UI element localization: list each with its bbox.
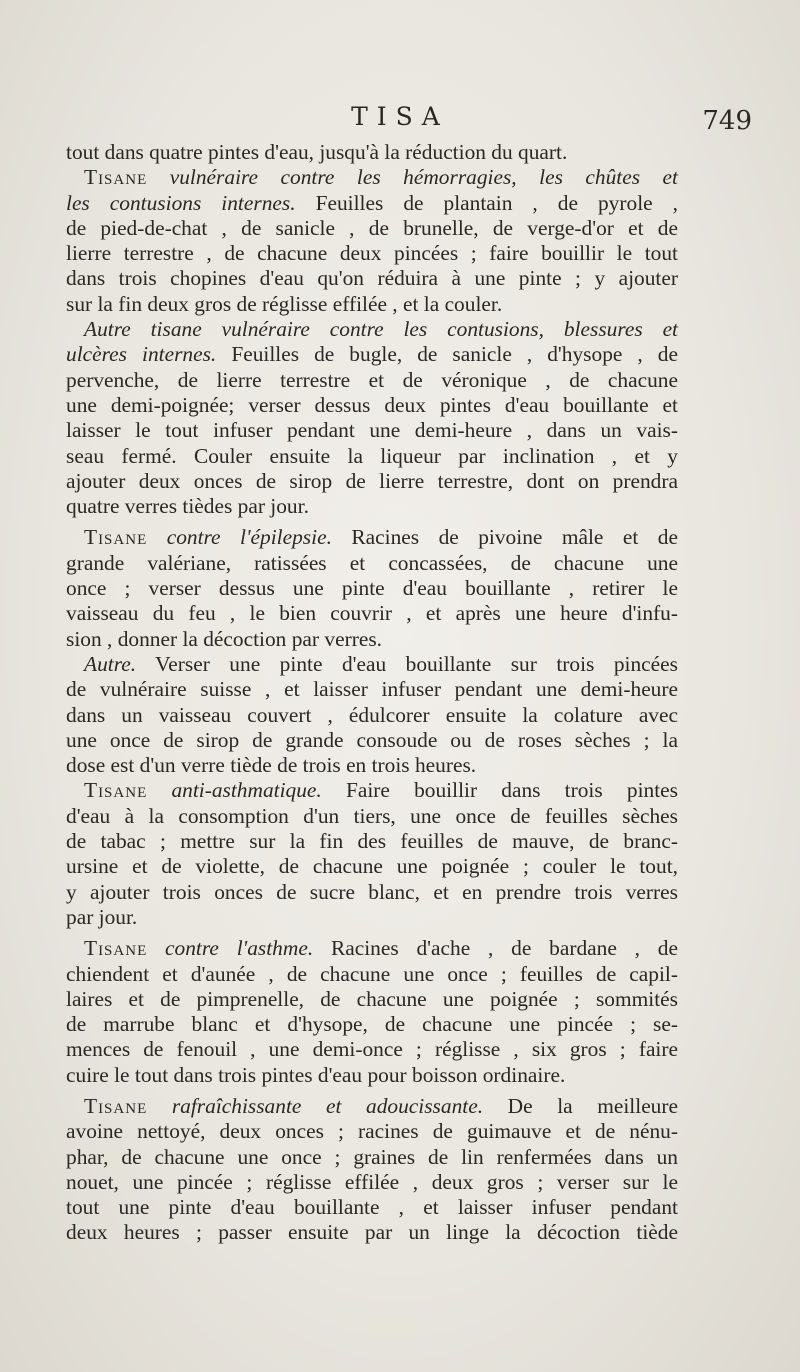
text-line [66, 962, 678, 987]
text-line [66, 905, 678, 930]
entry-heading: Tisane [84, 778, 148, 803]
italic-text: anti-asthmatique. [171, 778, 322, 803]
text-line [66, 677, 678, 702]
text-span: sion , donner la décoction par verres. [66, 626, 382, 651]
text-span [147, 525, 166, 549]
text-span: lierre terrestre , de chacune deux pincées ; faire bouillir le tout [66, 241, 678, 266]
text-span: seau fermé. Couler ensuite la liqueur par inclination , et y [66, 443, 678, 468]
text-span: grande valériane, ratissées et concassées, de chacune une [66, 550, 678, 575]
text-span: laires et de pimprenelle, de chacune une poignée ; sommités [66, 986, 678, 1011]
text-span: Feuilles de plantain , de pyrole , [295, 190, 678, 215]
text-span: vaisseau du feu , le bien couvrir , et après une heure d'infu- [66, 601, 678, 626]
text-line [66, 444, 678, 469]
text-line [66, 1220, 678, 1245]
text-line [66, 753, 678, 778]
text-span: Faire bouillir dans trois pintes [321, 778, 678, 803]
text-span: dans un vaisseau couvert , édulcorer ensuite la colature avec [66, 702, 678, 727]
text-span: pervenche, de lierre terrestre et de véronique , de chacune [66, 367, 678, 392]
text-span: tout dans quatre pintes d'eau, jusqu'à la réduction du quart. [66, 140, 568, 164]
text-line [66, 551, 678, 576]
text-span: par jour. [66, 904, 138, 929]
text-line [66, 292, 678, 317]
text-span: de marrube blanc et d'hysope, de chacune une pincée ; se- [66, 1012, 678, 1037]
text-line [66, 829, 678, 854]
text-line [66, 1195, 678, 1220]
text-line [66, 1170, 678, 1195]
text-span [147, 936, 165, 960]
text-span: dans trois chopines d'eau qu'on réduira à une pinte ; y ajouter [66, 266, 678, 291]
text-span: phar, de chacune une once ; graines de lin renfermées dans un [66, 1144, 678, 1169]
text-line [66, 703, 678, 728]
text-line [66, 266, 678, 291]
text-span: mences de fenouil , une demi-once ; réglisse , six gros ; faire [66, 1037, 678, 1062]
text-line [66, 469, 678, 494]
text-line [66, 393, 678, 418]
text-line [66, 418, 678, 443]
text-span: ajouter deux onces de sirop de lierre terrestre, dont on prendra [66, 468, 678, 493]
text-span: avoine nettoyé, deux onces ; racines de guimauve et de nénu- [66, 1119, 678, 1144]
text-span: Racines d'ache , de bardane , de [313, 936, 678, 961]
entry-heading: Tisane [84, 525, 148, 550]
text-line [66, 1094, 678, 1119]
text-span: tout une pinte d'eau bouillante , et laisser infuser pendant [66, 1195, 678, 1220]
entry-heading: Tisane [84, 1093, 148, 1118]
text-span: de vulnéraire suisse , et laisser infuser pendant une demi-heure [66, 677, 678, 702]
text-line [66, 1119, 678, 1144]
text-span: dose est d'un verre tiède de trois en trois heures. [66, 753, 477, 778]
italic-text: Autre tisane vulnéraire contre les contusions, blessures et [84, 317, 678, 342]
text-span: Racines de pivoine mâle et de [331, 525, 678, 550]
text-span: Feuilles de bugle, de sanicle , d'hysope , de [216, 342, 678, 367]
italic-text: Autre. [84, 651, 137, 676]
text-span: once ; verser dessus une pinte d'eau bouillante , retirer le [66, 576, 678, 601]
text-line [66, 1037, 678, 1062]
text-span [147, 1094, 172, 1118]
text-line [66, 728, 678, 753]
text-span: d'eau à la consomption d'un tiers, une once de feuilles sèches [66, 803, 678, 828]
text-span: de tabac ; mettre sur la fin des feuilles de mauve, de branc- [66, 829, 678, 854]
text-line [66, 191, 678, 216]
text-span: quatre verres tièdes par jour. [66, 494, 309, 519]
text-line [66, 1012, 678, 1037]
text-line [66, 1145, 678, 1170]
text-line [66, 317, 678, 342]
text-line [66, 216, 678, 241]
entry-heading: Tisane [84, 165, 148, 190]
text-span: une once de sirop de grande consoude ou de roses sèches ; la [66, 727, 678, 752]
text-line [66, 1063, 678, 1088]
text-line [66, 576, 678, 601]
italic-text: contre l'asthme. [165, 936, 314, 961]
text-span: nouet, une pincée ; réglisse effilée , deux gros ; verser sur le [66, 1169, 678, 1194]
text-line [66, 627, 678, 652]
text-span [147, 778, 171, 802]
entry-heading: Tisane [84, 936, 148, 961]
italic-text: les contusions internes. [66, 190, 296, 215]
text-span [147, 165, 170, 189]
text-line [66, 525, 678, 550]
text-span: de pied-de-chat , de sanicle , de brunelle, de verge-d'or et de [66, 215, 678, 240]
text-line [66, 140, 678, 165]
text-span: sur la fin deux gros de réglisse effilée , et la couler. [66, 291, 503, 316]
page-number: 749 [702, 106, 752, 136]
text-line [66, 165, 678, 190]
text-line [66, 936, 678, 961]
text-line [66, 804, 678, 829]
text-span: cuire le tout dans trois pintes d'eau pour boisson ordinaire. [66, 1062, 566, 1087]
italic-text: ulcères internes. [66, 342, 217, 367]
text-line [66, 854, 678, 879]
text-line [66, 778, 678, 803]
text-span: ursine et de violette, de chacune une poignée ; couler le tout, [66, 854, 678, 879]
text-line [66, 241, 678, 266]
text-line [66, 601, 678, 626]
text-span: chiendent et d'aunée , de chacune une once ; feuilles de capil- [66, 961, 678, 986]
italic-text: rafraîchissante et adoucissante. [171, 1093, 484, 1118]
running-head: TISA [351, 102, 449, 131]
text-span: y ajouter trois onces de sucre blanc, et en prendre trois verres [66, 879, 678, 904]
text-span: deux heures ; passer ensuite par un linge la décoction tiède [66, 1220, 678, 1245]
text-span: une demi-poignée; verser dessus deux pintes d'eau bouillante et [66, 392, 678, 417]
text-span: De la meilleure [483, 1093, 678, 1118]
text-line [66, 652, 678, 677]
text-line [66, 494, 678, 519]
text-span: laisser le tout infuser pendant une demi-heure , dans un vais- [66, 418, 678, 443]
text-line [66, 880, 678, 905]
text-line [66, 368, 678, 393]
text-line [66, 987, 678, 1012]
body-text [66, 140, 678, 1246]
italic-text: contre l'épilepsie. [166, 525, 332, 550]
text-line [66, 342, 678, 367]
text-span: Verser une pinte d'eau bouillante sur trois pincées [136, 651, 678, 676]
page-header [0, 100, 800, 140]
italic-text: vulnéraire contre les hémorragies, les chûtes et [169, 165, 678, 190]
